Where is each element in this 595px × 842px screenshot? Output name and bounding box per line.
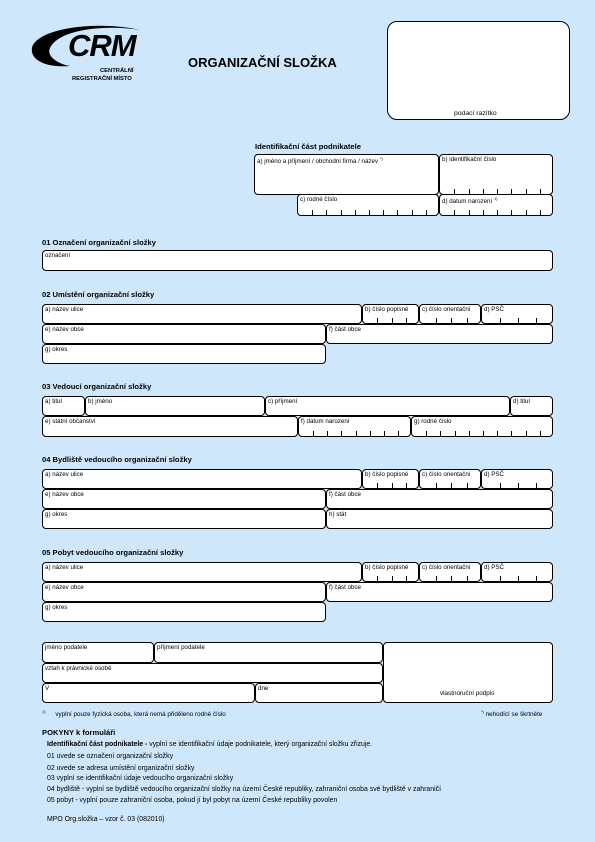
instructions-item: 01 uvede se označení organizační složky (47, 753, 174, 760)
s05-district-label: g) okres (45, 604, 68, 611)
digit-tick (383, 210, 384, 215)
s03-last[interactable] (265, 396, 510, 416)
s05-cp-label: b) číslo popisné (365, 564, 409, 571)
sign-place[interactable] (42, 683, 255, 703)
stamp-label: podací razítko (454, 110, 497, 117)
s04-cp[interactable] (362, 469, 419, 489)
digit-tick (312, 210, 313, 215)
s02-town[interactable] (42, 324, 326, 344)
digit-tick (426, 210, 427, 215)
s04-district-label: g) okres (45, 511, 68, 518)
sign-place-label: V (45, 685, 50, 692)
footnote-2-mark: *) (481, 709, 484, 714)
s02-street-label: a) název ulice (45, 306, 84, 313)
digit-tick (518, 576, 519, 581)
s05-psc[interactable] (481, 562, 553, 582)
logo-text: CRM (68, 28, 136, 63)
s02-town-label: e) název obce (45, 326, 84, 333)
s04-state[interactable] (326, 509, 553, 529)
s05-co-label: c) číslo orientační (422, 564, 471, 571)
sign-signature-label: vlastnoruční podpis (440, 690, 495, 697)
digit-tick (511, 431, 512, 436)
instructions-heading: POKYNY k formuláři (42, 728, 116, 737)
digit-tick (467, 576, 468, 581)
digit-tick (313, 431, 314, 436)
footnote-1-text: vyplní pouze fyzická osoba, která nemá přiděleno rodné číslo (55, 711, 226, 719)
s05-cp[interactable] (362, 562, 419, 582)
s03-nationality-label: e) státní občanství (45, 418, 96, 425)
form-id: MPO Org.složka – vzor č. 03 (082010) (47, 816, 165, 823)
ident-rc-label: c) rodné číslo (300, 196, 338, 203)
s02-cp-label: b) číslo popisné (365, 306, 409, 313)
stamp-box[interactable] (387, 21, 570, 120)
digit-tick (536, 576, 537, 581)
s03-dob[interactable] (298, 416, 411, 437)
s02-heading: 02 Umístění organizační složky (42, 290, 155, 299)
instructions-item: 05 pobyt - vyplní pouze zahraniční osoba, pokud jí byl pobyt na území České republiky povolen (47, 797, 338, 804)
digit-tick (500, 483, 501, 488)
digit-tick (454, 210, 455, 215)
digit-tick (326, 210, 327, 215)
instructions-lead-text: vyplní se identifikační údaje podnikatele, který organizační složku zřizuje. (149, 741, 373, 748)
digit-tick (392, 318, 393, 323)
s02-psc[interactable] (481, 304, 553, 324)
s02-part-label: f) část obce (329, 326, 361, 333)
ident-heading: Identifikační část podnikatele (255, 142, 361, 151)
s04-street-label: a) název ulice (45, 471, 84, 478)
s01-label: označení (45, 252, 71, 259)
digit-tick (392, 483, 393, 488)
s04-state-label: h) stát (329, 511, 347, 518)
digit-tick (356, 431, 357, 436)
digit-tick (398, 431, 399, 436)
digit-tick (406, 576, 407, 581)
digit-tick (377, 576, 378, 581)
s02-co-label: c) číslo orientační (422, 306, 471, 313)
s03-title-after[interactable] (510, 396, 553, 416)
logo-sub1: CENTRÁLNÍ (100, 68, 134, 74)
digit-tick (451, 318, 452, 323)
digit-tick (426, 431, 427, 436)
instructions-lead (47, 741, 372, 748)
s05-heading: 05 Pobyt vedoucího organizační složky (42, 548, 184, 557)
s04-psc[interactable] (481, 469, 553, 489)
digit-tick (483, 431, 484, 436)
digit-tick (526, 431, 527, 436)
logo-sub2: REGISTRAČNÍ MÍSTO (72, 76, 132, 82)
digit-tick (500, 318, 501, 323)
digit-tick (436, 483, 437, 488)
footnote-2-text: nehodící se škrtněte (485, 711, 543, 719)
s03-title-before-label: a) titul (45, 398, 62, 405)
s05-co[interactable] (419, 562, 481, 582)
digit-tick (455, 431, 456, 436)
s03-nationality[interactable] (42, 416, 298, 437)
logo (28, 22, 143, 84)
instructions-item: 04 bydliště - vyplní se bydliště vedoucího organizační složky na území České republiky, zahraniční osoba své bydliště v zahraničí (47, 786, 441, 793)
digit-tick (384, 431, 385, 436)
s05-town-label: e) název obce (45, 584, 84, 591)
s03-first-label: b) jméno (88, 398, 113, 405)
sign-first[interactable] (42, 642, 154, 663)
digit-tick (497, 210, 498, 215)
s05-street-label: a) název ulice (45, 564, 84, 571)
digit-tick (540, 431, 541, 436)
sign-first-label: jméno podatele (45, 644, 88, 651)
digit-tick (497, 431, 498, 436)
s04-street[interactable] (42, 469, 362, 489)
digit-tick (469, 431, 470, 436)
s04-part[interactable] (326, 489, 553, 509)
s02-cp[interactable] (362, 304, 419, 324)
s04-psc-label: d) PSČ (484, 471, 504, 478)
digit-tick (451, 576, 452, 581)
s02-co[interactable] (419, 304, 481, 324)
footnote-1-mark: 1) (42, 709, 46, 714)
digit-tick (369, 210, 370, 215)
sign-relation[interactable] (42, 663, 383, 683)
s03-rc[interactable] (411, 416, 553, 437)
s03-first[interactable] (85, 396, 265, 416)
digit-tick (370, 431, 371, 436)
footnote-1 (42, 709, 226, 718)
s05-psc-label: d) PSČ (484, 564, 504, 571)
s04-district[interactable] (42, 509, 326, 529)
s04-town-label: e) název obce (45, 491, 84, 498)
footnote-2 (481, 709, 542, 718)
ident-dob-label: d) datum narození $^{1)}$ (442, 196, 498, 206)
digit-tick (377, 318, 378, 323)
instructions-item: 02 uvede se adresa umístění organizační složky (47, 765, 195, 772)
digit-tick (467, 483, 468, 488)
ident-ico-label: b) identifikační číslo (442, 156, 497, 163)
digit-tick (406, 483, 407, 488)
digit-tick (518, 318, 519, 323)
s02-part[interactable] (326, 324, 553, 344)
s04-cp-label: b) číslo popisné (365, 471, 409, 478)
s03-title-before[interactable] (42, 396, 85, 416)
s04-town[interactable] (42, 489, 326, 509)
ident-name-field[interactable] (254, 154, 439, 195)
s03-rc-label: g) rodné číslo (414, 418, 452, 425)
s05-street[interactable] (42, 562, 362, 582)
page-title: ORGANIZAČNÍ SLOŽKA (188, 55, 337, 70)
digit-tick (341, 210, 342, 215)
digit-tick (436, 318, 437, 323)
digit-tick (327, 431, 328, 436)
s04-co[interactable] (419, 469, 481, 489)
s05-part-label: f) část obce (329, 584, 361, 591)
digit-tick (436, 576, 437, 581)
s05-town[interactable] (42, 582, 326, 602)
digit-tick (500, 576, 501, 581)
s04-co-label: c) číslo orientační (422, 471, 471, 478)
ident-dob-field[interactable] (439, 194, 553, 216)
digit-tick (526, 210, 527, 215)
sign-signature[interactable] (383, 642, 553, 703)
digit-tick (511, 210, 512, 215)
sign-date-label: dne (258, 685, 269, 692)
digit-tick (540, 210, 541, 215)
instructions-lead-bold: Identifikační část podnikatele - (47, 741, 148, 748)
digit-tick (397, 210, 398, 215)
s03-heading: 03 Vedoucí organizační složky (42, 382, 152, 391)
s03-last-label: c) příjmení (268, 398, 298, 405)
s01-field[interactable] (42, 250, 553, 271)
digit-tick (412, 210, 413, 215)
digit-tick (536, 483, 537, 488)
digit-tick (518, 483, 519, 488)
s02-district-label: g) okres (45, 346, 68, 353)
s02-street[interactable] (42, 304, 362, 324)
digit-tick (355, 210, 356, 215)
s02-psc-label: d) PSČ (484, 306, 504, 313)
digit-tick (440, 431, 441, 436)
s03-title-after-label: d) titul (513, 398, 530, 405)
instructions-item: 03 vyplní se identifikační údaje vedoucího organizační složky (47, 775, 234, 782)
s05-district[interactable] (42, 602, 326, 622)
s01-heading: 01 Označení organizační složky (42, 238, 156, 247)
sign-last-label: příjmení podatele (157, 644, 205, 651)
s05-part[interactable] (326, 582, 553, 602)
ident-rc-field[interactable] (297, 194, 439, 216)
s04-part-label: f) část obce (329, 491, 361, 498)
digit-tick (341, 431, 342, 436)
digit-tick (377, 483, 378, 488)
digit-tick (392, 576, 393, 581)
digit-tick (451, 483, 452, 488)
ident-name-label: a) jméno a příjmení / obchodní firma / název *) (257, 156, 383, 166)
s02-district[interactable] (42, 344, 326, 364)
sign-relation-label: vztah k právnické osobě (45, 665, 112, 672)
digit-tick (536, 318, 537, 323)
s03-dob-label: f) datum narození (301, 418, 350, 425)
ident-ico-field[interactable] (439, 154, 553, 195)
sign-last[interactable] (154, 642, 383, 663)
digit-tick (483, 210, 484, 215)
digit-tick (467, 318, 468, 323)
digit-tick (469, 210, 470, 215)
sign-date[interactable] (255, 683, 383, 703)
digit-tick (406, 318, 407, 323)
s04-heading: 04 Bydliště vedoucího organizační složky (42, 455, 192, 464)
